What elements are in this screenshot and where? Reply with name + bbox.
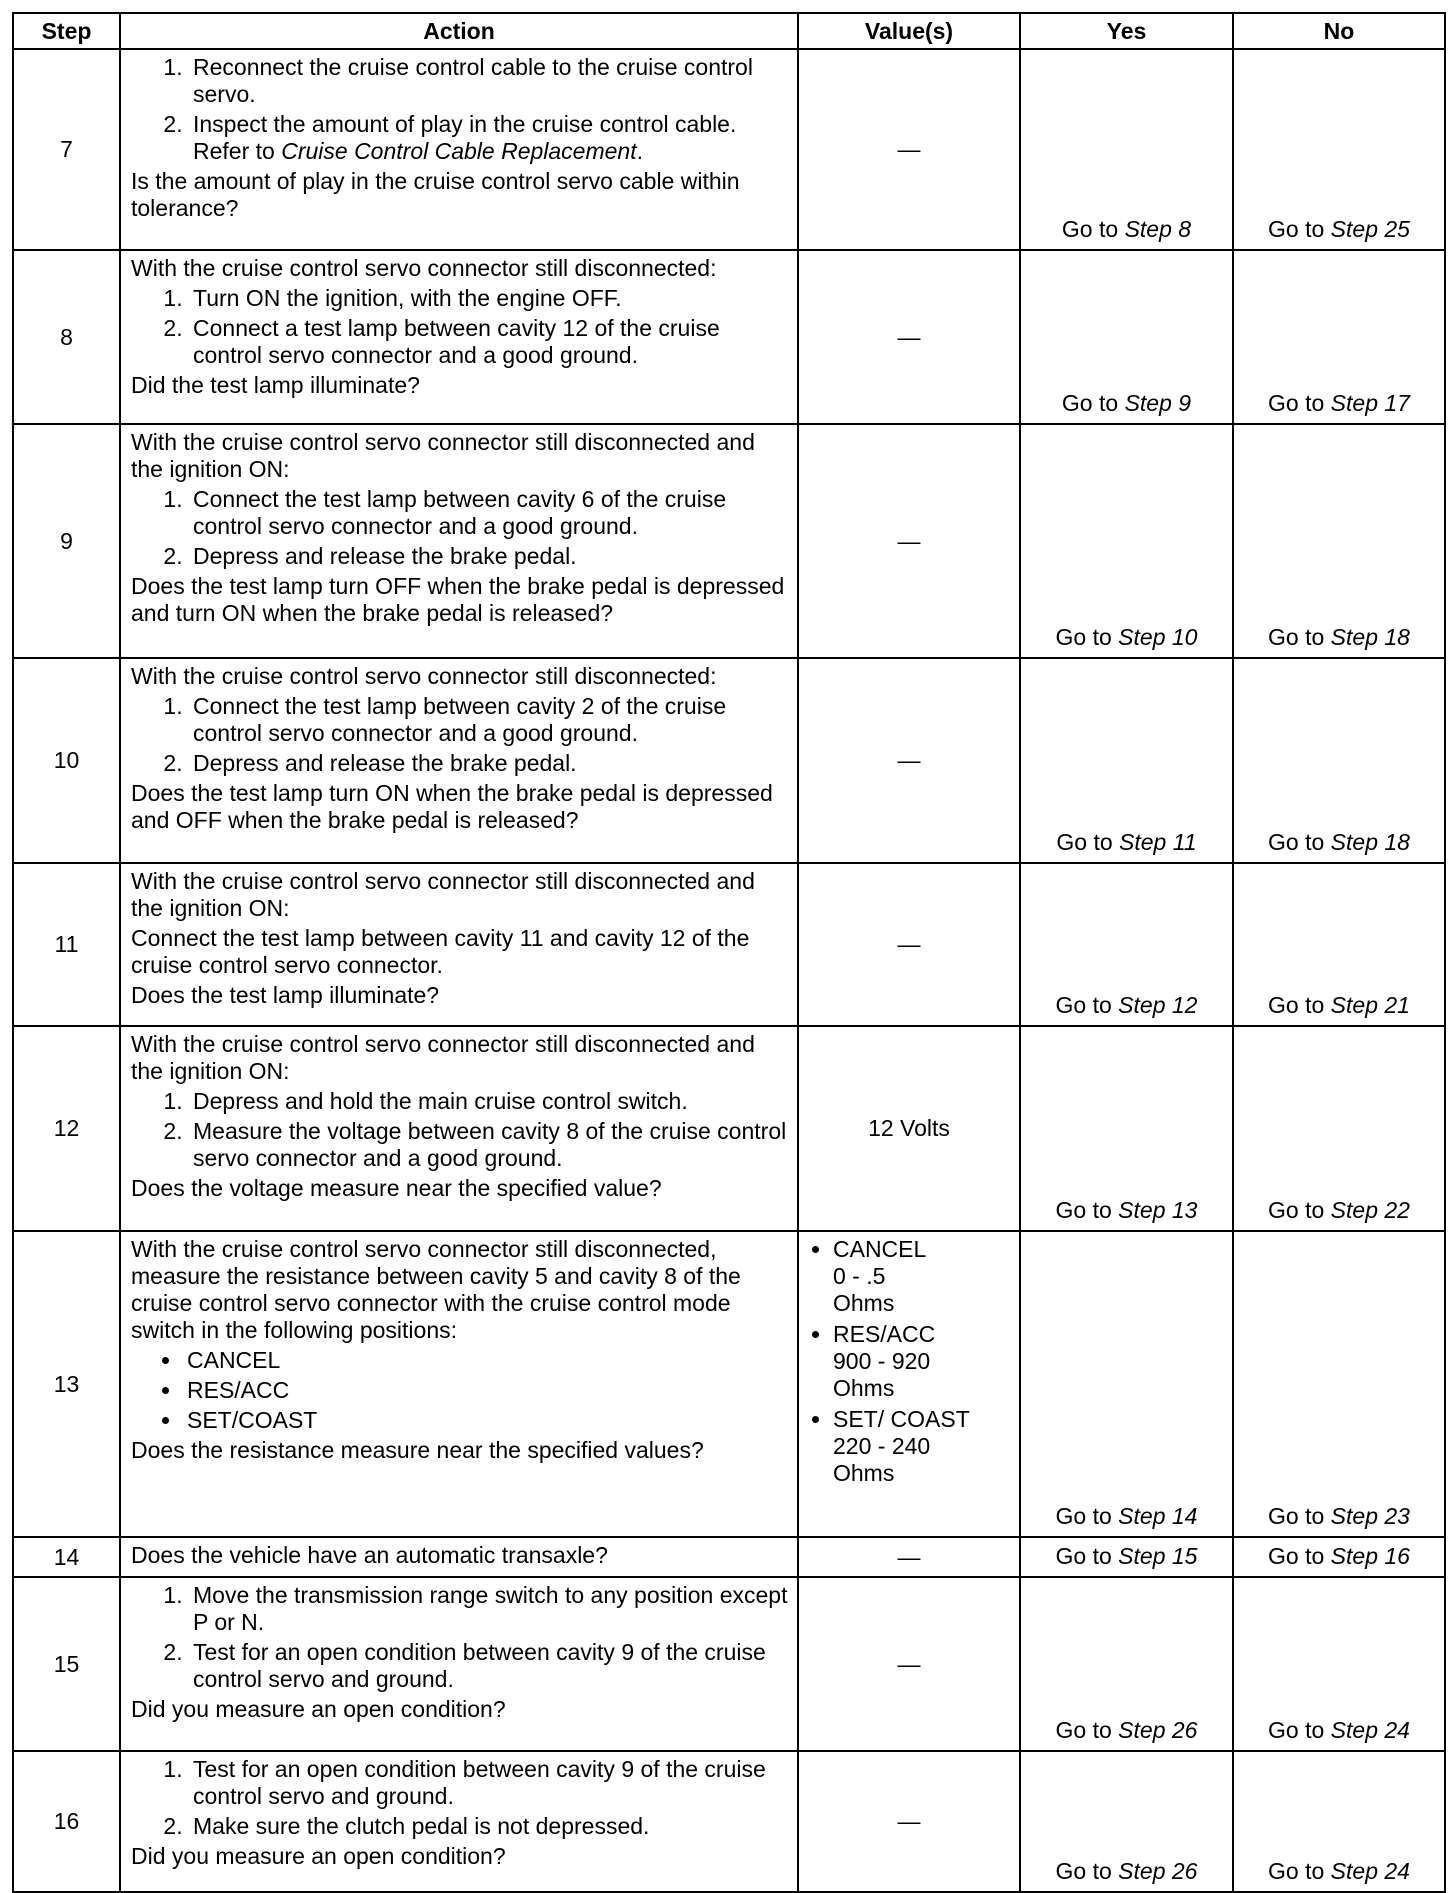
action-question: Does the vehicle have an automatic transaxle?	[131, 1542, 608, 1568]
yes-cell: Go to Step 12	[1020, 863, 1233, 1026]
step-number: 8	[13, 250, 120, 424]
step-number: 16	[13, 1751, 120, 1892]
no-cell: Go to Step 17	[1233, 250, 1445, 424]
step-number: 13	[13, 1231, 120, 1537]
yes-cell: Go to Step 26	[1020, 1751, 1233, 1892]
goto-step-link[interactable]: Step 22	[1330, 1197, 1410, 1223]
action-question: Does the test lamp turn OFF when the brake pedal is depressed and turn ON when the brake pedal is released?	[131, 573, 785, 626]
table-row	[13, 1026, 1445, 1231]
table-row	[13, 1577, 1445, 1751]
action-step: 2. Depress and release the brake pedal.	[189, 543, 789, 570]
goto-step-link[interactable]: Step 13	[1118, 1197, 1198, 1223]
yes-cell: Go to Step 10	[1020, 424, 1233, 658]
no-cell: Go to Step 21	[1233, 863, 1445, 1026]
action-step: 1. Reconnect the cruise control cable to the cruise control servo.	[189, 54, 789, 108]
yes-cell: Go to Step 8	[1020, 49, 1233, 250]
action-question: Does the resistance measure near the specified values?	[131, 1437, 704, 1463]
value-cell: —	[798, 1577, 1020, 1751]
goto-step-link[interactable]: Step 16	[1330, 1543, 1410, 1569]
no-cell: Go to Step 23	[1233, 1231, 1445, 1537]
action-intro: With the cruise control servo connector still disconnected and the ignition ON:	[131, 429, 755, 482]
goto-step-link[interactable]: Step 17	[1330, 390, 1410, 416]
value-item: • RES/ACC 900 - 920 Ohms	[833, 1321, 1015, 1402]
step-number: 10	[13, 658, 120, 863]
goto-step-link[interactable]: Step 21	[1330, 992, 1410, 1018]
action-cell	[120, 1026, 798, 1231]
step-number: 12	[13, 1026, 120, 1231]
action-intro: With the cruise control servo connector still disconnected and the ignition ON:	[131, 868, 755, 921]
action-cell	[120, 424, 798, 658]
value-cell: —	[798, 863, 1020, 1026]
value-cell: —	[798, 424, 1020, 658]
goto-step-link[interactable]: Step 24	[1330, 1717, 1410, 1743]
step-number: 14	[13, 1537, 120, 1577]
header-no: No	[1233, 13, 1445, 49]
header-yes: Yes	[1020, 13, 1233, 49]
diagnostic-table	[12, 12, 1446, 1893]
goto-step-link[interactable]: Step 18	[1330, 624, 1410, 650]
action-cell	[120, 1577, 798, 1751]
action-step: 1. Move the transmission range switch to any position except P or N.	[189, 1582, 789, 1636]
action-question: Did the test lamp illuminate?	[131, 372, 420, 398]
goto-step-link[interactable]: Step 14	[1118, 1503, 1198, 1529]
action-step: 1. Connect the test lamp between cavity 6 of the cruise control servo connector and a good ground.	[189, 486, 789, 540]
step-number: 7	[13, 49, 120, 250]
action-intro: With the cruise control servo connector still disconnected, measure the resistance between cavity 5 and cavity 8 of the cruise control servo connector with the cruise control mode switch in the following positions:	[131, 1236, 741, 1343]
value-item: • CANCEL 0 - .5 Ohms	[833, 1236, 1015, 1317]
table-row	[13, 658, 1445, 863]
goto-step-link[interactable]: Step 9	[1124, 390, 1192, 416]
yes-cell: Go to Step 26	[1020, 1577, 1233, 1751]
header-action: Action	[120, 13, 798, 49]
action-step: 2. Inspect the amount of play in the cruise control cable. Refer to Cruise Control Cable Replacement.	[189, 111, 789, 165]
no-cell: Go to Step 24	[1233, 1751, 1445, 1892]
step-number: 15	[13, 1577, 120, 1751]
action-intro: With the cruise control servo connector still disconnected:	[131, 663, 717, 689]
goto-step-link[interactable]: Step 26	[1118, 1717, 1198, 1743]
step-number: 9	[13, 424, 120, 658]
yes-cell: Go to Step 14	[1020, 1231, 1233, 1537]
step-number: 11	[13, 863, 120, 1026]
action-question: Is the amount of play in the cruise control servo cable within tolerance?	[131, 168, 740, 221]
action-step: 1. Depress and hold the main cruise control switch.	[189, 1088, 789, 1115]
goto-step-link[interactable]: Step 12	[1118, 992, 1198, 1018]
goto-step-link[interactable]: Step 24	[1330, 1858, 1410, 1884]
action-step: 1. Connect the test lamp between cavity 2 of the cruise control servo connector and a good ground.	[189, 693, 789, 747]
goto-step-link[interactable]: Step 15	[1118, 1543, 1198, 1569]
yes-cell: Go to Step 9	[1020, 250, 1233, 424]
goto-step-link[interactable]: Step 23	[1330, 1503, 1410, 1529]
value-cell: —	[798, 49, 1020, 250]
value-cell: —	[798, 1751, 1020, 1892]
action-step: 1. Turn ON the ignition, with the engine OFF.	[189, 285, 789, 312]
goto-step-link[interactable]: Step 11	[1119, 829, 1197, 855]
action-cell	[120, 49, 798, 250]
action-intro: With the cruise control servo connector still disconnected and the ignition ON:	[131, 1031, 755, 1084]
table-row	[13, 250, 1445, 424]
goto-step-link[interactable]: Step 18	[1330, 829, 1410, 855]
action-cell	[120, 658, 798, 863]
no-cell: Go to Step 25	[1233, 49, 1445, 250]
value-cell: —	[798, 658, 1020, 863]
value-cell: —	[798, 250, 1020, 424]
action-step: 2. Measure the voltage between cavity 8 of the cruise control servo connector and a good ground.	[189, 1118, 789, 1172]
switch-position: • SET/COAST	[183, 1407, 789, 1434]
action-cell	[120, 250, 798, 424]
goto-step-link[interactable]: Step 10	[1118, 624, 1198, 650]
value-cell	[798, 1231, 1020, 1537]
action-question: Does the voltage measure near the specified value?	[131, 1175, 662, 1201]
yes-cell: Go to Step 11	[1020, 658, 1233, 863]
no-cell: Go to Step 24	[1233, 1577, 1445, 1751]
table-row	[13, 1751, 1445, 1892]
action-intro: With the cruise control servo connector still disconnected:	[131, 255, 717, 281]
header-step: Step	[13, 13, 120, 49]
action-step: 2. Test for an open condition between cavity 9 of the cruise control servo and ground.	[189, 1639, 789, 1693]
goto-step-link[interactable]: Step 26	[1118, 1858, 1198, 1884]
goto-step-link[interactable]: Step 8	[1124, 216, 1192, 242]
action-question: Does the test lamp illuminate?	[131, 982, 440, 1008]
value-item: • SET/ COAST 220 - 240 Ohms	[833, 1406, 1015, 1487]
action-step: 2. Depress and release the brake pedal.	[189, 750, 789, 777]
table-row	[13, 1231, 1445, 1537]
no-cell: Go to Step 18	[1233, 658, 1445, 863]
action-cell	[120, 1231, 798, 1537]
table-row	[13, 424, 1445, 658]
action-question: Does the test lamp turn ON when the brake pedal is depressed and OFF when the brake pedal is released?	[131, 780, 773, 833]
reference-link[interactable]: Cruise Control Cable Replacement	[281, 138, 637, 164]
action-question: Did you measure an open condition?	[131, 1843, 506, 1869]
header-value: Value(s)	[798, 13, 1020, 49]
action-question: Did you measure an open condition?	[131, 1696, 506, 1722]
yes-cell: Go to Step 15	[1020, 1537, 1233, 1577]
no-cell: Go to Step 22	[1233, 1026, 1445, 1231]
header-row	[13, 13, 1445, 49]
goto-step-link[interactable]: Step 25	[1330, 216, 1410, 242]
no-cell: Go to Step 18	[1233, 424, 1445, 658]
no-cell: Go to Step 16	[1233, 1537, 1445, 1577]
action-cell	[120, 1537, 798, 1577]
switch-position: • CANCEL	[183, 1347, 789, 1374]
action-step: 1. Test for an open condition between cavity 9 of the cruise control servo and ground.	[189, 1756, 789, 1810]
action-cell	[120, 863, 798, 1026]
value-cell: 12 Volts	[798, 1026, 1020, 1231]
action-cell	[120, 1751, 798, 1892]
table-row	[13, 1537, 1445, 1577]
action-body: Connect the test lamp between cavity 11 and cavity 12 of the cruise control servo connector.	[131, 925, 750, 978]
table-row	[13, 49, 1445, 250]
value-cell: —	[798, 1537, 1020, 1577]
action-step: 2. Make sure the clutch pedal is not depressed.	[189, 1813, 789, 1840]
switch-position: • RES/ACC	[183, 1377, 789, 1404]
table-row	[13, 863, 1445, 1026]
action-step: 2. Connect a test lamp between cavity 12 of the cruise control servo connector and a good ground.	[189, 315, 789, 369]
yes-cell: Go to Step 13	[1020, 1026, 1233, 1231]
